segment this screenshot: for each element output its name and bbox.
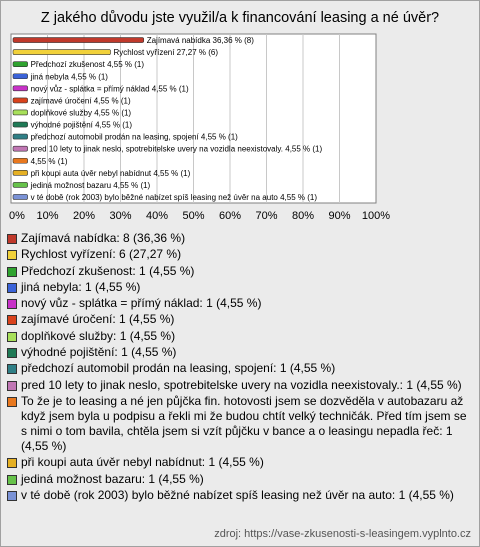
legend-swatch bbox=[7, 475, 17, 485]
x-tick-label: 0% bbox=[9, 210, 25, 222]
bar bbox=[13, 110, 28, 115]
legend-swatch bbox=[7, 381, 17, 391]
bar-data-label: pred 10 lety to jinak neslo, spotrebitelske uvery na vozidla neexistovaly. 4,55 % (1) bbox=[30, 144, 323, 154]
x-tick-label: 30% bbox=[109, 210, 132, 222]
bar-data-label: doplňkové služby 4,55 % (1) bbox=[30, 108, 132, 118]
legend-label: jiná nebyla: 1 (4,55 %) bbox=[21, 279, 141, 294]
bar bbox=[13, 38, 144, 43]
legend-item bbox=[7, 455, 473, 470]
legend-item bbox=[7, 329, 473, 344]
legend-item bbox=[7, 472, 473, 487]
x-tick-label: 80% bbox=[291, 210, 315, 222]
legend-label: výhodné pojištění: 1 (4,55 %) bbox=[21, 345, 177, 360]
bar-data-label: výhodné pojištění 4,55 % (1) bbox=[30, 120, 133, 130]
legend-item bbox=[7, 296, 473, 311]
legend-label: To že je to leasing a né jen půjčka fin. hotovosti jsem se dozvěděla v autobazaru až když jsem byla u podpisu a řekli mi že budou chtít velký techničák. Před tím jsem se s nimi o tom bavila, chtěla jsem si vzít půjčku v bance a o leasingu nepadla řeč: 1 (4,55 %) bbox=[21, 393, 467, 453]
bar bbox=[13, 134, 28, 139]
legend-label: předchozí automobil prodán na leasing, spojení: 1 (4,55 %) bbox=[21, 361, 336, 376]
x-tick-label: 60% bbox=[218, 210, 242, 222]
legend-swatch bbox=[7, 332, 17, 342]
legend-item bbox=[7, 231, 473, 246]
bar bbox=[13, 194, 28, 199]
x-tick-label: 70% bbox=[255, 210, 278, 222]
legend-label: zajímavé úročení: 1 (4,55 %) bbox=[21, 312, 175, 327]
bar-data-label: předchozí automobil prodán na leasing, spojení 4,55 % (1) bbox=[30, 132, 238, 142]
legend-swatch bbox=[7, 458, 17, 468]
x-tick-label: 50% bbox=[182, 210, 205, 222]
bar-data-label: při koupi auta úvěr nebyl nabídnut 4,55 % (1) bbox=[30, 168, 191, 178]
bar-data-label: Předchozí zkušenost 4,55 % (1) bbox=[30, 60, 144, 70]
chart-legend bbox=[7, 231, 473, 504]
legend-item bbox=[7, 488, 473, 503]
bar-data-label: Zajímavá nabídka 36,36 % (8) bbox=[146, 36, 254, 46]
bar bbox=[13, 170, 28, 175]
legend-label: Rychlost vyřízení: 6 (27,27 %) bbox=[21, 247, 182, 262]
legend-swatch bbox=[7, 299, 17, 309]
bar bbox=[13, 122, 28, 127]
legend-swatch bbox=[7, 315, 17, 325]
legend-swatch bbox=[7, 267, 17, 277]
legend-label: doplňkové služby: 1 (4,55 %) bbox=[21, 328, 176, 343]
legend-item bbox=[7, 345, 473, 360]
legend-label: při koupi auta úvěr nebyl nabídnut: 1 (4,55 %) bbox=[21, 455, 264, 470]
x-tick-label: 10% bbox=[36, 210, 59, 222]
legend-swatch bbox=[7, 364, 17, 374]
legend-label: nový vůz - splátka = přímý náklad: 1 (4,55 %) bbox=[21, 296, 262, 311]
legend-swatch bbox=[7, 234, 17, 244]
bar-data-label: jediná možnost bazaru 4,55 % (1) bbox=[30, 180, 151, 190]
bar-data-label: nový vůz - splátka = přímý náklad 4,55 % (1) bbox=[30, 84, 189, 94]
bar-data-label: zajímavé úročení 4,55 % (1) bbox=[30, 96, 131, 106]
legend-item bbox=[7, 264, 473, 279]
bar-chart bbox=[1, 31, 479, 231]
legend-item bbox=[7, 247, 473, 262]
legend-swatch bbox=[7, 348, 17, 358]
legend-label: pred 10 lety to jinak neslo, spotrebitelske uvery na vozidla neexistovaly.: 1 (4,55 %) bbox=[21, 377, 462, 392]
legend-label: Předchozí zkušenost: 1 (4,55 %) bbox=[21, 263, 195, 278]
legend-item bbox=[7, 361, 473, 376]
legend-label: jediná možnost bazaru: 1 (4,55 %) bbox=[21, 471, 204, 486]
x-tick-label: 90% bbox=[328, 210, 351, 222]
legend-label: Zajímavá nabídka: 8 (36,36 %) bbox=[21, 231, 186, 245]
legend-swatch bbox=[7, 491, 17, 501]
bar bbox=[13, 146, 28, 151]
bar-data-label: v té době (rok 2003) bylo běžné nabízet spíš leasing než úvěr na auto 4,55 % (1) bbox=[30, 192, 318, 202]
bar bbox=[13, 74, 28, 79]
bar bbox=[13, 182, 28, 187]
x-tick-label: 40% bbox=[145, 210, 169, 222]
legend-swatch bbox=[7, 283, 17, 293]
legend-item bbox=[7, 394, 473, 454]
bar bbox=[13, 86, 28, 91]
bar bbox=[13, 62, 28, 67]
bar-data-label: Rychlost vyřízení 27,27 % (6) bbox=[113, 48, 219, 58]
legend-item bbox=[7, 280, 473, 295]
legend-item bbox=[7, 312, 473, 327]
legend-swatch bbox=[7, 397, 17, 407]
x-tick-label: 20% bbox=[72, 210, 96, 222]
bar bbox=[13, 158, 28, 163]
legend-swatch bbox=[7, 250, 17, 260]
bar-data-label: 4,55 % (1) bbox=[30, 156, 68, 166]
legend-label: v té době (rok 2003) bylo běžné nabízet spíš leasing než úvěr na auto: 1 (4,55 %) bbox=[21, 487, 454, 502]
chart-title: Z jakého důvodu jste využil/a k financování leasing a né úvěr? bbox=[40, 10, 440, 26]
source-note: zdroj: https://vase-zkusenosti-s-leasingem.vyplnto.cz bbox=[214, 528, 471, 540]
legend-item bbox=[7, 378, 473, 393]
x-tick-label: 100% bbox=[361, 210, 391, 222]
bar-data-label: jiná nebyla 4,55 % (1) bbox=[30, 72, 108, 82]
bar bbox=[13, 98, 28, 103]
bar bbox=[13, 50, 111, 55]
